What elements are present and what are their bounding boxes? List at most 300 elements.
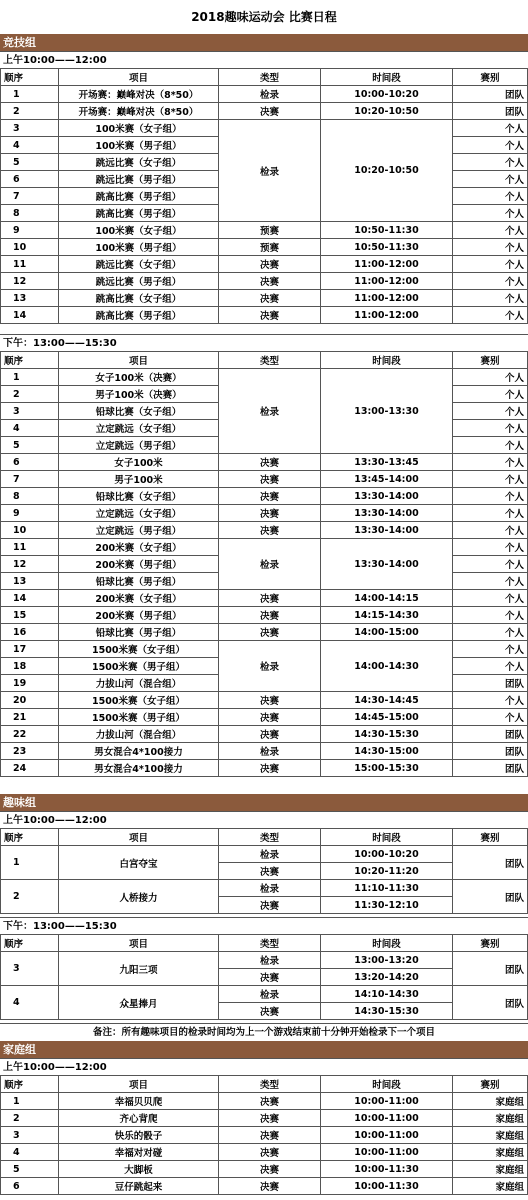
type-cell: 决赛 <box>219 471 321 488</box>
page-title: 2018趣味运动会 比赛日程 <box>191 10 337 24</box>
seq-cell: 2 <box>1 386 59 403</box>
table-row <box>1 1127 528 1144</box>
category-cell: 个人 <box>453 171 528 188</box>
category-cell: 个人 <box>453 505 528 522</box>
seq-cell: 6 <box>1 171 59 188</box>
category-cell: 团队 <box>453 743 528 760</box>
time-cell: 14:00-14:30 <box>321 641 453 692</box>
category-cell: 团队 <box>453 675 528 692</box>
seq-cell: 8 <box>1 205 59 222</box>
header-type: 类型 <box>219 935 321 952</box>
category-cell: 个人 <box>453 607 528 624</box>
table-row <box>1 743 528 760</box>
seq-cell: 20 <box>1 692 59 709</box>
section-header-competitive: 竞技组 <box>0 34 528 51</box>
time-cell: 10:00-11:00 <box>321 1127 453 1144</box>
seq-cell: 16 <box>1 624 59 641</box>
fun-morning-table <box>0 828 528 914</box>
category-cell: 个人 <box>453 658 528 675</box>
type-cell: 决赛 <box>219 726 321 743</box>
item-cell: 200米赛（女子组） <box>59 539 219 556</box>
item-cell: 铅球比赛（女子组） <box>59 488 219 505</box>
time-cell: 14:00-15:00 <box>321 624 453 641</box>
item-cell: 立定跳远（女子组） <box>59 420 219 437</box>
type-cell: 决赛 <box>219 1178 321 1195</box>
type-cell: 决赛 <box>219 607 321 624</box>
time-cell: 10:00-10:20 <box>321 846 453 863</box>
seq-cell: 7 <box>1 471 59 488</box>
header-category: 赛别 <box>453 69 528 86</box>
header-item: 项目 <box>59 1076 219 1093</box>
type-cell: 决赛 <box>219 1003 321 1020</box>
type-cell: 决赛 <box>219 273 321 290</box>
seq-cell: 1 <box>1 369 59 386</box>
table-row <box>1 1178 528 1195</box>
category-cell: 个人 <box>453 137 528 154</box>
item-cell: 女子100米 <box>59 454 219 471</box>
time-cell: 13:45-14:00 <box>321 471 453 488</box>
section-header-fun: 趣味组 <box>0 794 528 811</box>
header-seq: 顺序 <box>1 935 59 952</box>
item-cell: 200米赛（女子组） <box>59 590 219 607</box>
category-cell: 个人 <box>453 590 528 607</box>
time-cell: 10:20-10:50 <box>321 103 453 120</box>
table-row <box>1 290 528 307</box>
table-row <box>1 488 528 505</box>
category-cell: 个人 <box>453 222 528 239</box>
seq-cell: 4 <box>1 1144 59 1161</box>
category-cell: 个人 <box>453 488 528 505</box>
header-time: 时间段 <box>321 935 453 952</box>
item-cell: 女子100米（决赛） <box>59 369 219 386</box>
type-cell: 检录 <box>219 120 321 222</box>
header-item: 项目 <box>59 829 219 846</box>
type-cell: 决赛 <box>219 897 321 914</box>
category-cell: 个人 <box>453 403 528 420</box>
seq-cell: 12 <box>1 273 59 290</box>
category-cell: 家庭组 <box>453 1093 528 1110</box>
item-cell: 男女混合4*100接力 <box>59 760 219 777</box>
table-row <box>1 307 528 324</box>
header-seq: 顺序 <box>1 69 59 86</box>
table-row <box>1 590 528 607</box>
category-cell: 团队 <box>453 86 528 103</box>
type-cell: 决赛 <box>219 505 321 522</box>
time-cell: 10:20-11:20 <box>321 863 453 880</box>
time-cell: 11:00-12:00 <box>321 307 453 324</box>
table-row <box>1 369 528 386</box>
category-cell: 个人 <box>453 386 528 403</box>
type-cell: 决赛 <box>219 590 321 607</box>
category-cell: 个人 <box>453 454 528 471</box>
category-cell: 个人 <box>453 624 528 641</box>
time-cell: 11:00-12:00 <box>321 290 453 307</box>
category-cell: 个人 <box>453 522 528 539</box>
category-cell: 个人 <box>453 273 528 290</box>
table-row <box>1 624 528 641</box>
time-cell: 14:00-14:15 <box>321 590 453 607</box>
time-cell: 15:00-15:30 <box>321 760 453 777</box>
category-cell: 个人 <box>453 420 528 437</box>
time-cell: 10:00-11:30 <box>321 1161 453 1178</box>
time-cell: 13:30-14:00 <box>321 539 453 590</box>
item-cell: 力拔山河（混合组） <box>59 675 219 692</box>
seq-cell: 1 <box>1 1093 59 1110</box>
competitive-afternoon-table <box>0 351 528 777</box>
type-cell: 决赛 <box>219 103 321 120</box>
table-row <box>1 1144 528 1161</box>
seq-cell: 3 <box>1 952 59 986</box>
type-cell: 预赛 <box>219 239 321 256</box>
fun-afternoon-table <box>0 934 528 1020</box>
item-cell: 男子100米（决赛） <box>59 386 219 403</box>
table-row <box>1 239 528 256</box>
item-cell: 1500米赛（女子组） <box>59 641 219 658</box>
seq-cell: 13 <box>1 573 59 590</box>
type-cell: 检录 <box>219 952 321 969</box>
time-cell: 10:50-11:30 <box>321 222 453 239</box>
time-cell: 11:30-12:10 <box>321 897 453 914</box>
seq-cell: 23 <box>1 743 59 760</box>
item-cell: 铅球比赛（男子组） <box>59 624 219 641</box>
time-cell: 10:20-10:50 <box>321 120 453 222</box>
header-type: 类型 <box>219 1076 321 1093</box>
table-header-row <box>1 352 528 369</box>
category-cell: 家庭组 <box>453 1110 528 1127</box>
category-cell: 个人 <box>453 471 528 488</box>
item-cell: 豆仔跳起来 <box>59 1178 219 1195</box>
seq-cell: 18 <box>1 658 59 675</box>
header-category: 赛别 <box>453 352 528 369</box>
seq-cell: 2 <box>1 1110 59 1127</box>
type-cell: 决赛 <box>219 454 321 471</box>
category-cell: 个人 <box>453 205 528 222</box>
type-cell: 检录 <box>219 743 321 760</box>
category-cell: 个人 <box>453 188 528 205</box>
time-cell: 14:45-15:00 <box>321 709 453 726</box>
header-seq: 顺序 <box>1 352 59 369</box>
category-cell: 家庭组 <box>453 1144 528 1161</box>
table-row <box>1 454 528 471</box>
time-cell: 13:30-14:00 <box>321 522 453 539</box>
type-cell: 决赛 <box>219 488 321 505</box>
item-cell: 跳远比赛（男子组） <box>59 171 219 188</box>
table-row <box>1 103 528 120</box>
seq-cell: 5 <box>1 154 59 171</box>
period-label-morning: 上午10:00——12:00 <box>0 1058 528 1075</box>
seq-cell: 3 <box>1 120 59 137</box>
seq-cell: 2 <box>1 103 59 120</box>
seq-cell: 5 <box>1 437 59 454</box>
time-cell: 13:00-13:30 <box>321 369 453 454</box>
seq-cell: 3 <box>1 1127 59 1144</box>
category-cell: 个人 <box>453 573 528 590</box>
seq-cell: 2 <box>1 880 59 914</box>
type-cell: 决赛 <box>219 1127 321 1144</box>
table-header-row <box>1 935 528 952</box>
section-header-family: 家庭组 <box>0 1041 528 1058</box>
header-item: 项目 <box>59 69 219 86</box>
seq-cell: 15 <box>1 607 59 624</box>
item-cell: 1500米赛（男子组） <box>59 658 219 675</box>
item-cell: 铅球比赛（女子组） <box>59 403 219 420</box>
item-cell: 立定跳远（男子组） <box>59 522 219 539</box>
table-row <box>1 505 528 522</box>
category-cell: 个人 <box>453 256 528 273</box>
seq-cell: 6 <box>1 454 59 471</box>
category-cell: 团队 <box>453 880 528 914</box>
fun-note: 备注：所有趣味项目的检录时间均为上一个游戏结束前十分钟开始检录下一个项目 <box>0 1023 528 1042</box>
item-cell: 立定跳远（男子组） <box>59 437 219 454</box>
item-cell: 力拔山河（混合组） <box>59 726 219 743</box>
category-cell: 个人 <box>453 154 528 171</box>
period-label-afternoon: 下午：13:00——15:30 <box>0 334 528 351</box>
item-cell: 100米赛（女子组） <box>59 120 219 137</box>
table-row <box>1 222 528 239</box>
time-cell: 13:20-14:20 <box>321 969 453 986</box>
seq-cell: 4 <box>1 137 59 154</box>
header-time: 时间段 <box>321 352 453 369</box>
seq-cell: 7 <box>1 188 59 205</box>
header-item: 项目 <box>59 935 219 952</box>
item-cell: 跳高比赛（男子组） <box>59 307 219 324</box>
seq-cell: 4 <box>1 986 59 1020</box>
item-cell: 男女混合4*100接力 <box>59 743 219 760</box>
time-cell: 14:15-14:30 <box>321 607 453 624</box>
item-cell: 1500米赛（男子组） <box>59 709 219 726</box>
table-row <box>1 726 528 743</box>
category-cell: 个人 <box>453 369 528 386</box>
seq-cell: 11 <box>1 539 59 556</box>
time-cell: 14:30-14:45 <box>321 692 453 709</box>
table-header-row <box>1 829 528 846</box>
category-cell: 个人 <box>453 120 528 137</box>
time-cell: 13:30-13:45 <box>321 454 453 471</box>
seq-cell: 3 <box>1 403 59 420</box>
header-type: 类型 <box>219 829 321 846</box>
table-row <box>1 120 528 137</box>
category-cell: 个人 <box>453 239 528 256</box>
time-cell: 11:00-12:00 <box>321 256 453 273</box>
item-cell: 跳高比赛（男子组） <box>59 188 219 205</box>
type-cell: 检录 <box>219 86 321 103</box>
header-time: 时间段 <box>321 69 453 86</box>
table-header-row <box>1 69 528 86</box>
category-cell: 家庭组 <box>453 1161 528 1178</box>
seq-cell: 22 <box>1 726 59 743</box>
seq-cell: 5 <box>1 1161 59 1178</box>
item-cell: 九阳三项 <box>59 952 219 986</box>
type-cell: 决赛 <box>219 522 321 539</box>
table-row <box>1 986 528 1003</box>
category-cell: 团队 <box>453 986 528 1020</box>
type-cell: 决赛 <box>219 709 321 726</box>
competitive-morning-table <box>0 68 528 324</box>
header-category: 赛别 <box>453 1076 528 1093</box>
category-cell: 团队 <box>453 846 528 880</box>
time-cell: 13:30-14:00 <box>321 505 453 522</box>
type-cell: 检录 <box>219 641 321 692</box>
item-cell: 铅球比赛（男子组） <box>59 573 219 590</box>
time-cell: 13:00-13:20 <box>321 952 453 969</box>
item-cell: 人桥接力 <box>59 880 219 914</box>
item-cell: 开场赛：巅峰对决（8*50） <box>59 103 219 120</box>
table-row <box>1 1161 528 1178</box>
item-cell: 男子100米 <box>59 471 219 488</box>
seq-cell: 1 <box>1 86 59 103</box>
seq-cell: 9 <box>1 222 59 239</box>
seq-cell: 21 <box>1 709 59 726</box>
family-morning-table <box>0 1075 528 1195</box>
period-label-morning: 上午10:00——12:00 <box>0 51 528 68</box>
type-cell: 决赛 <box>219 692 321 709</box>
type-cell: 决赛 <box>219 863 321 880</box>
item-cell: 大脚板 <box>59 1161 219 1178</box>
item-cell: 100米赛（女子组） <box>59 222 219 239</box>
seq-cell: 14 <box>1 307 59 324</box>
seq-cell: 19 <box>1 675 59 692</box>
seq-cell: 10 <box>1 522 59 539</box>
category-cell: 团队 <box>453 103 528 120</box>
type-cell: 检录 <box>219 986 321 1003</box>
type-cell: 决赛 <box>219 1093 321 1110</box>
header-category: 赛别 <box>453 829 528 846</box>
seq-cell: 4 <box>1 420 59 437</box>
time-cell: 10:50-11:30 <box>321 239 453 256</box>
type-cell: 预赛 <box>219 222 321 239</box>
item-cell: 200米赛（男子组） <box>59 556 219 573</box>
item-cell: 跳高比赛（女子组） <box>59 290 219 307</box>
seq-cell: 8 <box>1 488 59 505</box>
type-cell: 检录 <box>219 846 321 863</box>
table-row <box>1 846 528 863</box>
table-row <box>1 880 528 897</box>
item-cell: 开场赛：巅峰对决（8*50） <box>59 86 219 103</box>
time-cell: 10:00-10:20 <box>321 86 453 103</box>
seq-cell: 24 <box>1 760 59 777</box>
type-cell: 决赛 <box>219 290 321 307</box>
table-row <box>1 522 528 539</box>
item-cell: 跳远比赛（女子组） <box>59 154 219 171</box>
type-cell: 决赛 <box>219 760 321 777</box>
type-cell: 检录 <box>219 880 321 897</box>
type-cell: 决赛 <box>219 256 321 273</box>
header-seq: 顺序 <box>1 1076 59 1093</box>
time-cell: 10:00-11:30 <box>321 1178 453 1195</box>
type-cell: 决赛 <box>219 307 321 324</box>
category-cell: 个人 <box>453 290 528 307</box>
seq-cell: 6 <box>1 1178 59 1195</box>
table-row <box>1 471 528 488</box>
header-seq: 顺序 <box>1 829 59 846</box>
table-row <box>1 1110 528 1127</box>
table-row <box>1 86 528 103</box>
item-cell: 众星捧月 <box>59 986 219 1020</box>
category-cell: 个人 <box>453 539 528 556</box>
period-label-afternoon: 下午：13:00——15:30 <box>0 917 528 934</box>
item-cell: 幸福贝贝爬 <box>59 1093 219 1110</box>
seq-cell: 12 <box>1 556 59 573</box>
item-cell: 齐心背爬 <box>59 1110 219 1127</box>
table-header-row <box>1 1076 528 1093</box>
time-cell: 11:10-11:30 <box>321 880 453 897</box>
time-cell: 10:00-11:00 <box>321 1110 453 1127</box>
time-cell: 14:30-15:30 <box>321 1003 453 1020</box>
period-label-morning: 上午10:00——12:00 <box>0 811 528 828</box>
type-cell: 决赛 <box>219 1161 321 1178</box>
category-cell: 个人 <box>453 692 528 709</box>
time-cell: 10:00-11:00 <box>321 1093 453 1110</box>
category-cell: 团队 <box>453 952 528 986</box>
item-cell: 白宫夺宝 <box>59 846 219 880</box>
type-cell: 检录 <box>219 539 321 590</box>
item-cell: 跳远比赛（女子组） <box>59 256 219 273</box>
category-cell: 个人 <box>453 556 528 573</box>
seq-cell: 1 <box>1 846 59 880</box>
item-cell: 幸福对对碰 <box>59 1144 219 1161</box>
category-cell: 个人 <box>453 641 528 658</box>
header-time: 时间段 <box>321 829 453 846</box>
seq-cell: 11 <box>1 256 59 273</box>
category-cell: 个人 <box>453 437 528 454</box>
table-row <box>1 952 528 969</box>
table-row <box>1 760 528 777</box>
header-time: 时间段 <box>321 1076 453 1093</box>
time-cell: 14:30-15:30 <box>321 726 453 743</box>
seq-cell: 14 <box>1 590 59 607</box>
item-cell: 100米赛（男子组） <box>59 137 219 154</box>
seq-cell: 13 <box>1 290 59 307</box>
header-type: 类型 <box>219 69 321 86</box>
category-cell: 个人 <box>453 307 528 324</box>
seq-cell: 9 <box>1 505 59 522</box>
category-cell: 个人 <box>453 709 528 726</box>
item-cell: 1500米赛（女子组） <box>59 692 219 709</box>
item-cell: 立定跳远（女子组） <box>59 505 219 522</box>
header-category: 赛别 <box>453 935 528 952</box>
table-row <box>1 1093 528 1110</box>
type-cell: 决赛 <box>219 1144 321 1161</box>
category-cell: 团队 <box>453 726 528 743</box>
seq-cell: 10 <box>1 239 59 256</box>
time-cell: 14:30-15:00 <box>321 743 453 760</box>
table-row <box>1 692 528 709</box>
table-row <box>1 607 528 624</box>
item-cell: 200米赛（男子组） <box>59 607 219 624</box>
table-row <box>1 256 528 273</box>
category-cell: 家庭组 <box>453 1178 528 1195</box>
type-cell: 决赛 <box>219 969 321 986</box>
item-cell: 快乐的骰子 <box>59 1127 219 1144</box>
item-cell: 跳远比赛（男子组） <box>59 273 219 290</box>
time-cell: 11:00-12:00 <box>321 273 453 290</box>
seq-cell: 17 <box>1 641 59 658</box>
header-item: 项目 <box>59 352 219 369</box>
table-row <box>1 709 528 726</box>
time-cell: 14:10-14:30 <box>321 986 453 1003</box>
type-cell: 决赛 <box>219 624 321 641</box>
time-cell: 13:30-14:00 <box>321 488 453 505</box>
category-cell: 团队 <box>453 760 528 777</box>
item-cell: 100米赛（男子组） <box>59 239 219 256</box>
header-type: 类型 <box>219 352 321 369</box>
item-cell: 跳高比赛（男子组） <box>59 205 219 222</box>
table-row <box>1 641 528 658</box>
table-row <box>1 273 528 290</box>
category-cell: 家庭组 <box>453 1127 528 1144</box>
time-cell: 10:00-11:00 <box>321 1144 453 1161</box>
type-cell: 决赛 <box>219 1110 321 1127</box>
